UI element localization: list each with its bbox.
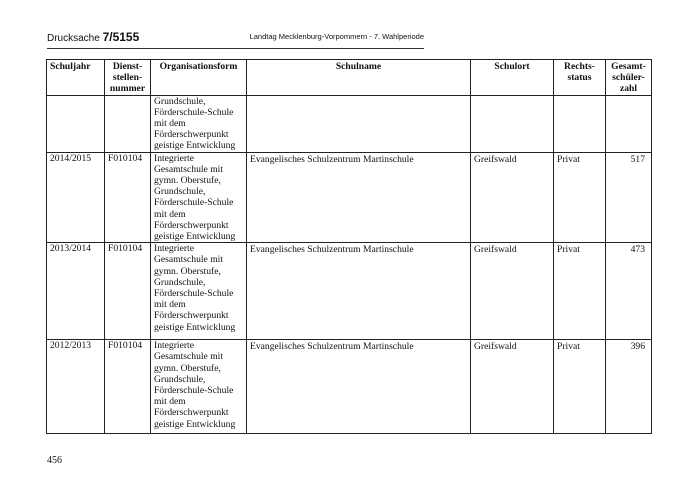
table-body bbox=[47, 95, 652, 434]
organisationsform-line: gymn. Oberstufe, bbox=[154, 362, 221, 374]
col-header-line: nummer bbox=[109, 83, 146, 95]
cell-schulname: Evangelisches Schulzentrum Martinschule bbox=[247, 243, 471, 340]
col-header-line: zahl bbox=[619, 83, 638, 95]
table-row bbox=[47, 243, 652, 340]
organisationsform-line: Grundschule, bbox=[154, 276, 206, 288]
organisationsform-line: mit dem bbox=[154, 396, 186, 408]
cell-schulname bbox=[247, 95, 471, 152]
col-header-line: Dienst- bbox=[112, 61, 143, 72]
cell-rechtsstatus bbox=[554, 95, 606, 152]
cell-dienststellennummer: F010104 bbox=[105, 243, 151, 340]
col-header-line: Schulort bbox=[494, 61, 530, 72]
drucksache-number: 7/5155 bbox=[102, 30, 140, 44]
organisationsform-line: Grundschule, bbox=[154, 186, 206, 198]
organisationsform-line: geistige Entwicklung bbox=[154, 321, 236, 333]
page-header bbox=[47, 28, 424, 46]
cell-schulort: Greifswald bbox=[471, 243, 554, 340]
col-header-line: schüler- bbox=[612, 72, 645, 84]
organisationsform-line: Gesamtschule mit bbox=[154, 163, 224, 175]
organisationsform-line: Förderschwerpunkt bbox=[154, 219, 229, 231]
table-row bbox=[47, 152, 652, 243]
cell-schulname: Evangelisches Schulzentrum Martinschule bbox=[247, 340, 471, 434]
cell-schuljahr: 2013/2014 bbox=[47, 243, 105, 340]
cell-schuljahr: 2014/2015 bbox=[47, 152, 105, 243]
cell-schuljahr bbox=[47, 95, 105, 152]
page-number: 456 bbox=[47, 455, 62, 466]
cell-rechtsstatus: Privat bbox=[554, 340, 606, 434]
table-header-row bbox=[47, 60, 652, 96]
col-header-schulort bbox=[471, 60, 554, 96]
organisationsform-line: gymn. Oberstufe, bbox=[154, 175, 221, 187]
col-header-line: Rechts- bbox=[564, 61, 595, 72]
cell-gesamtschuelerzahl bbox=[606, 95, 652, 152]
header-divider bbox=[47, 48, 424, 49]
cell-dienststellennummer: F010104 bbox=[105, 340, 151, 434]
cell-schulname: Evangelisches Schulzentrum Martinschule bbox=[247, 152, 471, 243]
cell-gesamtschuelerzahl: 473 bbox=[606, 243, 652, 340]
organisationsform-line: Förderschule-Schule bbox=[154, 385, 234, 397]
organisationsform-line: Förderschule-Schule bbox=[154, 106, 234, 118]
cell-schulort bbox=[471, 95, 554, 152]
organisationsform-line: Grundschule, bbox=[154, 373, 206, 385]
cell-dienststellennummer bbox=[105, 95, 151, 152]
organisationsform-line: Grundschule, bbox=[154, 95, 206, 107]
organisationsform-line: Förderschwerpunkt bbox=[154, 407, 229, 419]
col-header-line: Gesamt- bbox=[611, 61, 646, 72]
organisationsform-line: Gesamtschule mit bbox=[154, 254, 224, 266]
organisationsform-line: mit dem bbox=[154, 118, 186, 130]
table-row bbox=[47, 95, 652, 152]
cell-rechtsstatus: Privat bbox=[554, 243, 606, 340]
cell-gesamtschuelerzahl: 396 bbox=[606, 340, 652, 434]
organisationsform-line: geistige Entwicklung bbox=[154, 140, 236, 152]
col-header-gesamtschuelerzahl bbox=[606, 60, 652, 96]
drucksache-label: Drucksache 7/5155 bbox=[47, 30, 140, 44]
col-header-organisationsform bbox=[151, 60, 247, 96]
landtag-title: Landtag Mecklenburg-Vorpommern - 7. Wahlperiode bbox=[249, 32, 424, 41]
col-header-line: Organisationsform bbox=[159, 61, 238, 72]
cell-gesamtschuelerzahl: 517 bbox=[606, 152, 652, 243]
organisationsform-line: Förderschwerpunkt bbox=[154, 129, 229, 141]
organisationsform-line: Gesamtschule mit bbox=[154, 351, 224, 363]
organisationsform-line: Förderschule-Schule bbox=[154, 288, 234, 300]
organisationsform-line: Integrierte bbox=[154, 340, 194, 352]
col-header-dienststellennummer bbox=[105, 60, 151, 96]
organisationsform-line: geistige Entwicklung bbox=[154, 418, 236, 430]
cell-organisationsform bbox=[151, 152, 247, 243]
organisationsform-line: Förderschule-Schule bbox=[154, 197, 234, 209]
cell-schuljahr: 2012/2013 bbox=[47, 340, 105, 434]
col-header-rechtsstatus bbox=[554, 60, 606, 96]
cell-schulort: Greifswald bbox=[471, 340, 554, 434]
organisationsform-line: Integrierte bbox=[154, 243, 194, 255]
col-header-schulname bbox=[247, 60, 471, 96]
organisationsform-line: mit dem bbox=[154, 299, 186, 311]
organisationsform-line: gymn. Oberstufe, bbox=[154, 265, 221, 277]
col-header-schuljahr bbox=[47, 60, 105, 96]
col-header-line: Schuljahr bbox=[50, 61, 91, 72]
cell-rechtsstatus: Privat bbox=[554, 152, 606, 243]
cell-organisationsform bbox=[151, 243, 247, 340]
col-header-line: stellen- bbox=[112, 72, 143, 84]
col-header-line: status bbox=[567, 72, 592, 84]
organisationsform-line: Förderschwerpunkt bbox=[154, 310, 229, 322]
school-table bbox=[46, 59, 652, 434]
organisationsform-line: geistige Entwicklung bbox=[154, 231, 236, 243]
cell-organisationsform bbox=[151, 340, 247, 434]
table-row bbox=[47, 340, 652, 434]
cell-organisationsform bbox=[151, 95, 247, 152]
col-header-line: Schulname bbox=[335, 61, 382, 72]
organisationsform-line: mit dem bbox=[154, 208, 186, 220]
cell-dienststellennummer: F010104 bbox=[105, 152, 151, 243]
cell-schulort: Greifswald bbox=[471, 152, 554, 243]
organisationsform-line: Integrierte bbox=[154, 152, 194, 164]
